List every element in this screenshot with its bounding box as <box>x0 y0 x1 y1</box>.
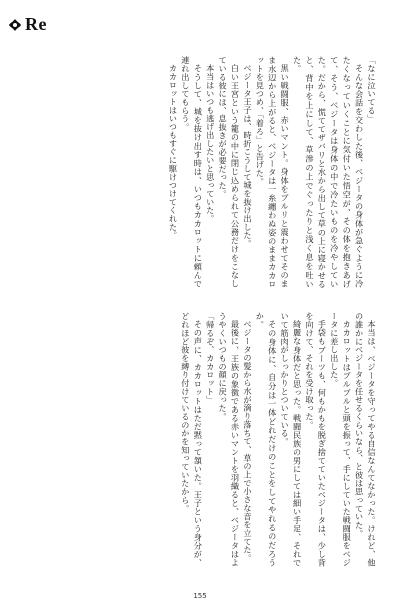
paragraph: 本当はいつも逃げ出したいと思っていた。 <box>205 64 216 223</box>
chapter-header <box>8 14 47 35</box>
paragraph: その身体に、自分は一体どれだけのことをしてやれるのだろうか。 <box>255 312 278 567</box>
paragraph: 「帰るぞ、カカロット」 <box>205 312 216 404</box>
paragraph: カカロットはいつもすぐに駆けつけてくれた。 <box>168 64 179 240</box>
page-number: 155 <box>193 592 207 600</box>
paragraph: ベジータの髪から水が滴り落ちて、草の上で小さな音を立てた。 <box>242 320 253 563</box>
paragraph: カカロットはブルブルと頭を振って、手にしていた戦闘服をベジータに差し出した。 <box>329 312 353 567</box>
text-block-top <box>30 56 378 288</box>
paragraph: そうして、城を抜け出す時は、いつもカカロットに頼んで連れ出してもらう。 <box>180 56 204 288</box>
paragraph: 手袋もブーツも、何もかもを脱ぎ捨てていたベジータは、少し背を向けて、それを受け取った。 <box>304 312 328 567</box>
ornament-icon <box>8 18 22 32</box>
chapter-title: Re <box>25 14 47 34</box>
paragraph: 黒い戦闘服、赤いマント。身体をブルリと震わせてそのまま水辺から上がると、ベジータは一糸纏わぬ姿のままカカロットを見つめ、「着ろ」と告げた。 <box>255 56 291 288</box>
paragraph: ベジータ王子は、時折こうして城を抜け出した。 <box>242 64 253 248</box>
paragraph: その声に、カカロットはただ黙って頷いた。王子という身分が、どれほど彼を縛り付けているのかを知っていたから。 <box>180 312 204 567</box>
paragraph: 白い王宮という籠の中に閉じ込められて公務だけをこなしている彼には、息抜きが必要だった。 <box>218 56 241 288</box>
paragraph: 本当は、ベジータを守ってやる自信なんてなかった。けれど、他の誰かにベジータを任せるくらいなら、と彼は思っていた。 <box>354 312 377 567</box>
paragraph: 綺麗な身体だと思った。戦闘民族の男にしては細い手足、それでいて筋肉がしっかりとついている。 <box>280 312 303 567</box>
paragraph: 「なに泣いてる」 <box>367 56 377 123</box>
text-block-bottom <box>30 312 378 567</box>
paragraph: そんな会話を交わした後、ベジータの身体が急ぐように冷たくなっていくことに気付いた悟空が、その体を抱きあげて、そう、ベジータは身体の中で冷たいものを冷やしていた。だから、慌ててザバリと水から出して草の上に寝かせると、背中を上にして、草滲の上でぐったりと浅く息を吐いた。 <box>292 56 365 288</box>
paragraph: 最後に、王族の象徴である赤いマントを羽織ると、ベジータはようやくいつもの顔に戻った。 <box>218 312 241 567</box>
